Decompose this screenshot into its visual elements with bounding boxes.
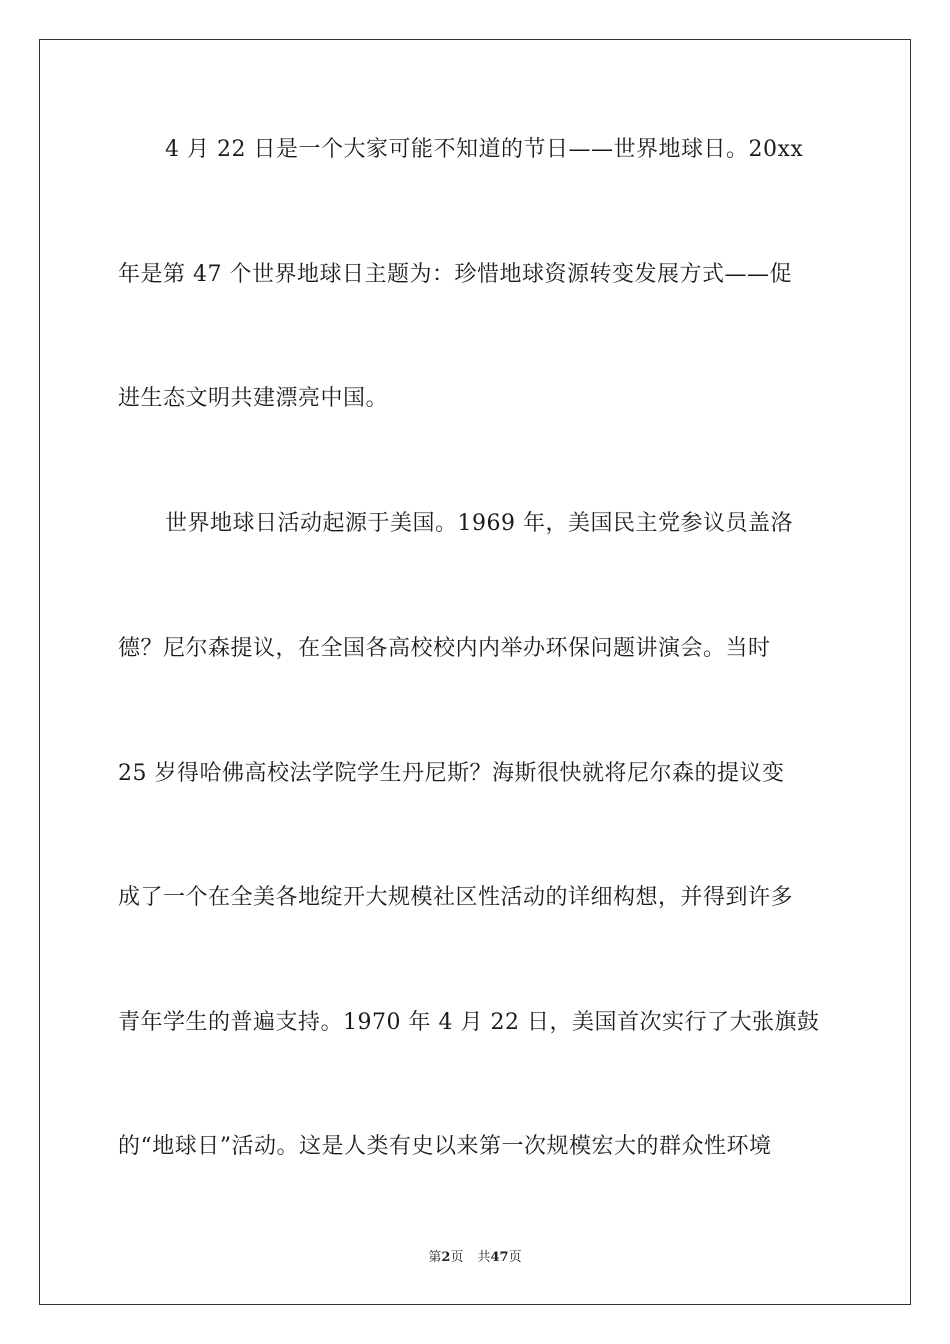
paragraph-2-line-6: 的“地球日”活动。这是人类有史以来第一次规模宏大的群众性环境 <box>118 1134 772 1159</box>
page-prefix: 第 <box>428 1250 442 1265</box>
paragraph-1-line-1: 4 月 22 日是一个大家可能不知道的节日——世界地球日。20xx <box>165 137 804 162</box>
paragraph-1-line-2: 年是第 47 个世界地球日主题为：珍惜地球资源转变发展方式——促 <box>118 262 792 287</box>
page-border <box>39 39 911 1305</box>
page-footer <box>0 1249 950 1267</box>
paragraph-1-line-3: 进生态文明共建漂亮中国。 <box>118 386 389 411</box>
page-suffix: 页 <box>450 1250 464 1265</box>
paragraph-2-line-2: 德？尼尔森提议，在全国各高校校内内举办环保问题讲演会。当时 <box>118 636 771 661</box>
page-number: 2 <box>441 1250 451 1265</box>
total-suffix: 页 <box>508 1250 522 1265</box>
paragraph-2-line-4: 成了一个在全美各地绽开大规模社区性活动的详细构想，并得到许多 <box>118 885 794 910</box>
paragraph-2-line-5: 青年学生的普遍支持。1970 年 4 月 22 日，美国首次实行了大张旗鼓 <box>118 1010 820 1035</box>
total-pages: 47 <box>490 1250 509 1265</box>
paragraph-2-line-1: 世界地球日活动起源于美国。1969 年，美国民主党参议员盖洛 <box>165 511 793 536</box>
paragraph-2-line-3: 25 岁得哈佛高校法学院学生丹尼斯？海斯很快就将尼尔森的提议变 <box>118 761 785 786</box>
total-prefix: 共 <box>477 1250 491 1265</box>
